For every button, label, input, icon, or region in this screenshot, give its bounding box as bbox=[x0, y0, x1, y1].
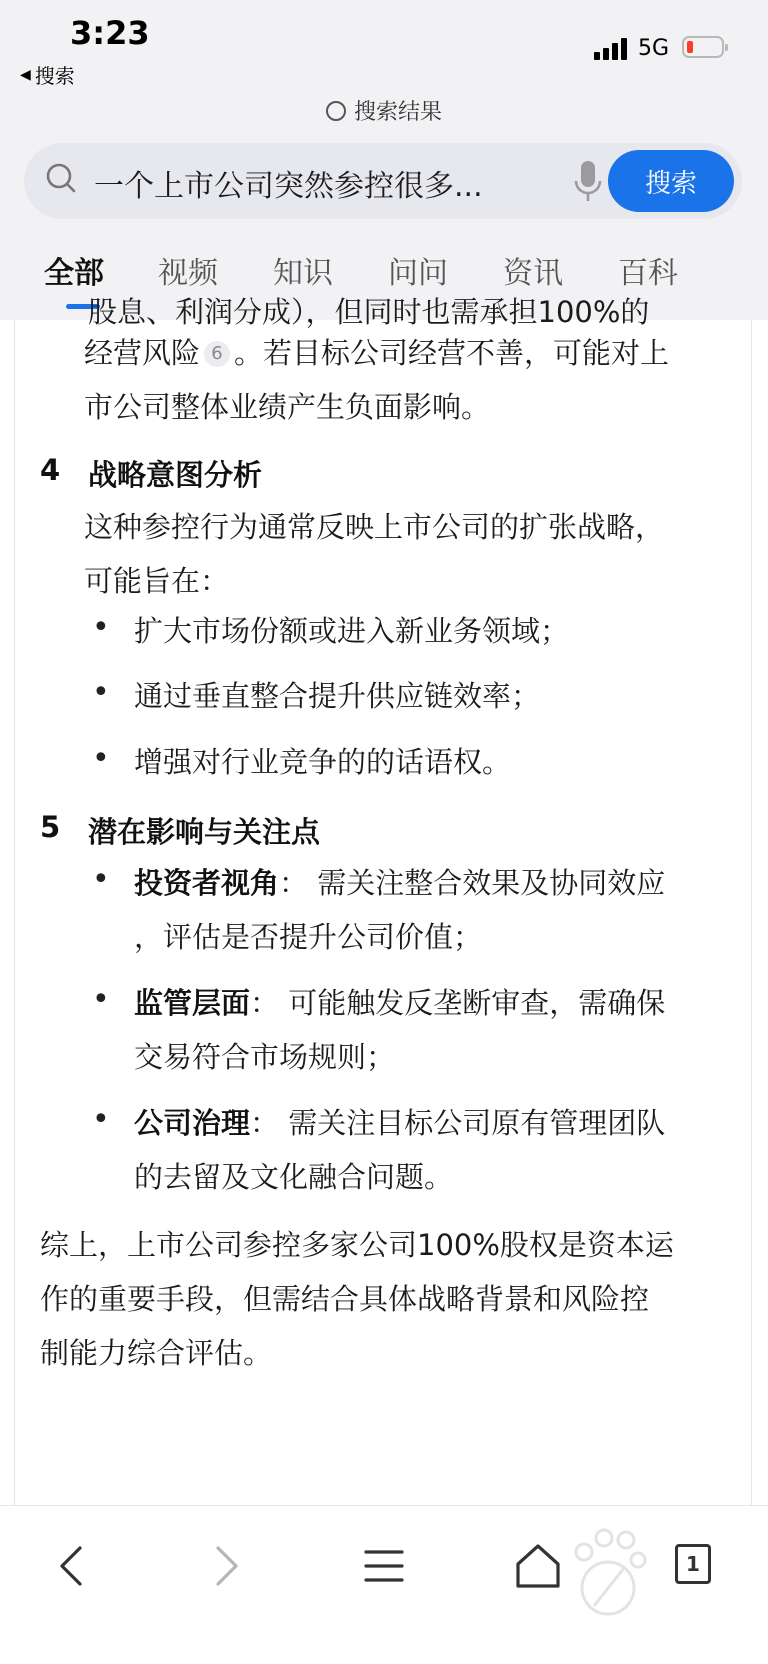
risk-text-tail: 。若目标公司经营不善，可能对上 bbox=[234, 336, 670, 370]
tab-all[interactable]: 全部 bbox=[44, 256, 104, 291]
microphone-icon[interactable] bbox=[572, 159, 604, 205]
back-to-app-link[interactable] bbox=[20, 60, 75, 89]
list-item: 通过垂直整合提升供应链效率； bbox=[134, 679, 541, 713]
tab-news[interactable]: 资讯 bbox=[503, 256, 563, 291]
page-title bbox=[0, 95, 768, 126]
search-bar[interactable] bbox=[24, 143, 742, 219]
item-separator: ： bbox=[250, 1106, 280, 1140]
status-time: 3:23 bbox=[70, 14, 150, 52]
back-icon[interactable] bbox=[42, 1536, 102, 1596]
bullet-dot: • bbox=[92, 610, 110, 645]
item-separator: ： bbox=[250, 986, 280, 1020]
list-item: 增强对行业竞争的的话语权。 bbox=[134, 745, 512, 779]
home-icon[interactable] bbox=[508, 1536, 568, 1596]
item-text: 需关注目标公司原有管理团队 bbox=[279, 1106, 666, 1140]
list-item bbox=[134, 976, 724, 1084]
tab-count-button[interactable] bbox=[675, 1544, 711, 1584]
status-bar bbox=[0, 0, 768, 90]
risk-paragraph-line1 bbox=[84, 326, 669, 380]
list-item bbox=[134, 856, 724, 964]
section-heading: 潜在影响与关注点 bbox=[88, 815, 321, 849]
section-number: 4 bbox=[40, 453, 61, 487]
search-header bbox=[0, 90, 768, 320]
bullet-dot: • bbox=[92, 675, 110, 710]
tab-encyclopedia[interactable]: 百科 bbox=[618, 256, 678, 291]
answer-content[interactable] bbox=[0, 295, 768, 1505]
summary-line1: 综上，上市公司参控多家公司100%股权是资本运 bbox=[40, 1228, 674, 1262]
section-number: 5 bbox=[40, 810, 61, 844]
bullet-dot: • bbox=[92, 741, 110, 776]
search-icon bbox=[46, 163, 76, 193]
battery-icon bbox=[682, 36, 724, 58]
summary-line3: 制能力综合评估。 bbox=[40, 1336, 273, 1370]
tab-qa[interactable]: 问问 bbox=[388, 256, 448, 291]
item-label: 公司治理 bbox=[134, 1106, 251, 1140]
citation-badge[interactable]: 6 bbox=[204, 341, 230, 367]
tab-video[interactable]: 视频 bbox=[158, 256, 218, 291]
back-triangle-icon: ◀ bbox=[20, 66, 31, 83]
paw-watermark-icon bbox=[570, 1526, 650, 1626]
section-intro-line2: 可能旨在： bbox=[84, 564, 230, 598]
search-icon bbox=[326, 101, 346, 121]
search-input[interactable]: 一个上市公司突然参控很多... bbox=[94, 169, 483, 204]
section-intro-line1: 这种参控行为通常反映上市公司的扩张战略， bbox=[84, 510, 665, 544]
bottom-navigation-bar bbox=[0, 1505, 768, 1664]
back-to-app-label: 搜索 bbox=[34, 64, 75, 88]
item-label: 投资者视角 bbox=[134, 866, 280, 900]
section-heading: 战略意图分析 bbox=[88, 458, 263, 492]
list-item bbox=[134, 1096, 724, 1204]
item-text-cont: 的去留及文化融合问题。 bbox=[134, 1160, 454, 1194]
item-text: 可能触发反垄断审查，需确保 bbox=[279, 986, 666, 1020]
menu-icon[interactable] bbox=[354, 1536, 414, 1596]
item-text-cont: 交易符合市场规则； bbox=[134, 1040, 396, 1074]
item-text: 需关注整合效果及协同效应 bbox=[308, 866, 666, 900]
page-title-text: 搜索结果 bbox=[353, 100, 442, 125]
network-type: 5G bbox=[638, 36, 670, 61]
item-text-cont: ，评估是否提升公司价值； bbox=[134, 920, 483, 954]
tab-knowledge[interactable]: 知识 bbox=[273, 256, 333, 291]
summary-line2: 作的重要手段，但需结合具体战略背景和风险控 bbox=[40, 1282, 650, 1316]
forward-icon[interactable] bbox=[196, 1536, 256, 1596]
item-separator: ： bbox=[279, 866, 309, 900]
search-button[interactable]: 搜索 bbox=[608, 150, 734, 212]
list-item: 扩大市场份额或进入新业务领域； bbox=[134, 614, 570, 648]
partial-text-line: 股息、利润分成），但同时也需承担100%的 bbox=[88, 295, 650, 329]
tab-count: 1 bbox=[686, 1552, 700, 1576]
bullet-dot: • bbox=[92, 862, 110, 897]
risk-text: 经营风险 bbox=[84, 336, 201, 370]
risk-paragraph-line2: 市公司整体业绩产生负面影响。 bbox=[84, 390, 491, 424]
bullet-dot: • bbox=[92, 982, 110, 1017]
cellular-signal-icon bbox=[594, 38, 630, 60]
item-label: 监管层面 bbox=[134, 986, 251, 1020]
bullet-dot: • bbox=[92, 1102, 110, 1137]
